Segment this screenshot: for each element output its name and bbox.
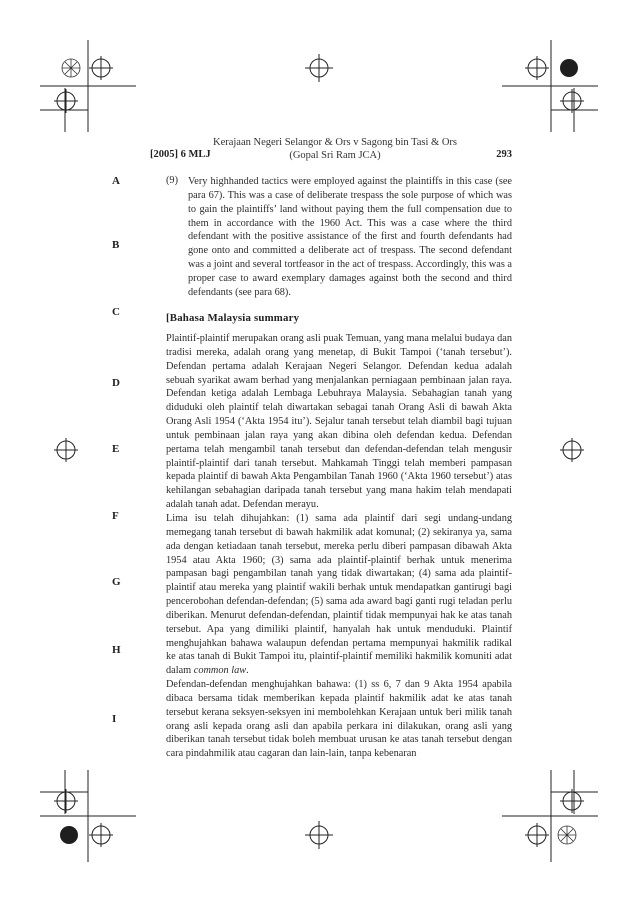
report-citation: [2005] 6 MLJ (150, 149, 211, 160)
running-header-case-title: Kerajaan Negeri Selangor & Ors v Sagong bin Tasi & Ors (212, 137, 458, 148)
summary-heading: [Bahasa Malaysia summary (166, 312, 300, 324)
margin-letter-f: F (112, 510, 119, 522)
summary-paragraph-2-end: . (246, 665, 249, 677)
summary-paragraph-2-text: Lima isu telah dihujahkan: (1) sama ada plaintif dari segi undang-undang memegang tanah tersebut di bawah hakmilik adat komunal; (2) sekiranya ya, sama ada dengan ketiadaan tanah tersebut, mereka perlu diberi pampasan dibawah Akta 1954 atau Akta 1960; (3) sama ada plaintif-plaintif berhak untuk menerima pampasan bagi pengambilan tanah yang tidak diwartakan; (4) sama ada plaintif-plaintif atau mereka yang plaintif wakili berhak untuk mendapatkan gantirugi bagi pencerobohan defendan-defendan; (5) sama ada award bagi ganti rugi teladan perlu diberikan. Menurut defendan-defendan, plaintif tidak mempunyai hak ke atas tanah tersebut. Apa yang dimiliki plaintif, hanyalah hak untuk menduduki. Plaintif menghujahkan bahawa walaupun defendan pertama mempunyai hakmilik radikal ke atas tanah di Bukit Tampoi itu, plaintif-plaintif memiliki hakmilik komuniti adat dalam (166, 513, 512, 677)
margin-letter-g: G (112, 576, 121, 588)
margin-letter-i: I (112, 713, 117, 725)
margin-letter-d: D (112, 377, 120, 389)
court-judge: (Gopal Sri Ram JCA) (289, 150, 381, 161)
margin-letter-e: E (112, 443, 120, 455)
margin-letter-b: B (112, 239, 120, 251)
margin-letter-a: A (112, 175, 120, 187)
page-number: 293 (496, 149, 512, 160)
held-item-text: Very highhanded tactics were employed against the plaintiffs in this case (see para 67). This was a case of deliberate trespass the sole purpose of which was to gain the plaintiffs’ land without paying them the full compensation due to them in accordance with the 1960 Act. This was a case where the third defendant with the positive assistance of the first and fourth defendants had gone onto and committed a deliberate act of trespass. The second defendant was a joint and several tortfeasor in the act of trespass. Accordingly, this was a proper case to award exemplary damages against both the second and third defendants (see para 68). (188, 176, 512, 298)
summary-paragraph-3: Defendan-defendan menghujahkan bahawa: (1) ss 6, 7 dan 9 Akta 1954 apabila dibaca bersama tidak memberikan kepada plaintif hakmilik adat ke atas tanah tersebut kerana seksyen-seksyen ini membolehkan Kerajaan untuk beri milik tanah orang asli kepada orang asli dan apabila perkara ini dilakukan, orang asli yang diberikan tanah tersebut tidak boleh membuat urusan ke atas tanah tersebut dengan cara pindahmilik atau cagaran dan lain-lain, tanpa kebenaran (166, 679, 512, 760)
held-item-number: (9) (166, 175, 179, 186)
summary-paragraph-1: Plaintif-plaintif merupakan orang asli puak Temuan, yang mana melalui budaya dan tradisi mereka, adalah orang yang menetap, di Bukit Tampoi (‘tanah tersebut’). Defendan pertama adalah Kerajaan Negeri Selangor. Defendan kedua adalah sebuah syarikat awam berhad yang menjalankan perniagaan pembinaan jalan raya. Defendan ketiga adalah Lembaga Lebuhraya Malaysia. Sebahagian tanah yang diduduki oleh plaintif telah diwartakan sebagai tanah Orang Asli di bawah Akta Orang Asli 1954 (‘Akta 1954 itu’). Sejalur tanah tersebut telah diambil bagi tujuan untuk pembinaan jalan raya yang akan dibina oleh defendan kedua. Defendan pertama telah mengambil tanah tersebut dan defendan-defendan telah mengusir plaintif-plaintif dari tanah tersebut. Mahkamah Tinggi telah memberi pampasan kepada plaintif di bawah Akta Pengambilan Tanah 1960 (‘Akta 1960 tersebut’) atas kehilangan sebahagian daripada tanah tersebut yang mana hakim telah mendapati adalah tanah adat. Defendan merayu. (166, 333, 512, 511)
margin-letter-c: C (112, 306, 120, 318)
summary-paragraph-2 (166, 512, 512, 678)
margin-letter-h: H (112, 644, 121, 656)
summary-paragraph-2-italic: common law (193, 665, 247, 677)
